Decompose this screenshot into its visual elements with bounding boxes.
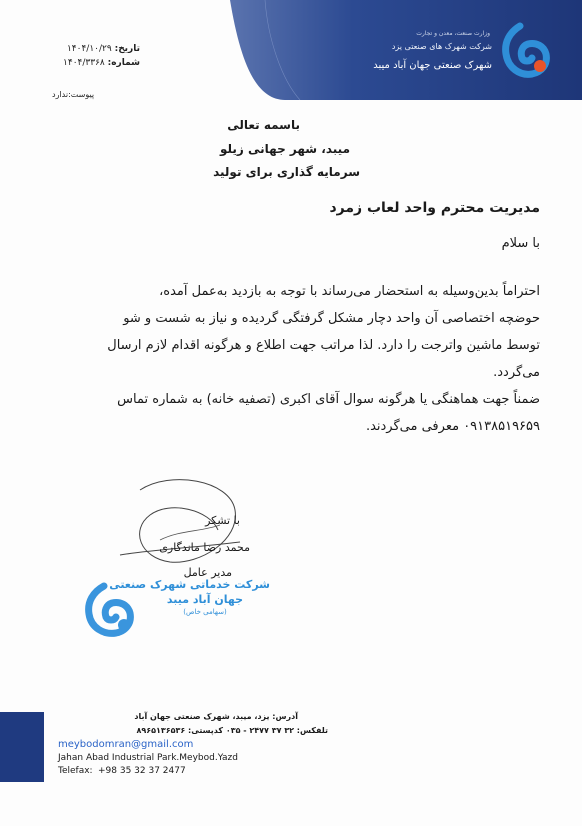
stamp-line3: (سهامی خاص) <box>183 608 227 616</box>
company-name-line2: شهرک صنعتی جهان آباد میبد <box>373 60 492 71</box>
salutation-line1: باسمه تعالی <box>227 118 300 132</box>
salutation-line3: سرمایه گذاری برای تولید <box>213 165 360 179</box>
signature-thanks: با تشکر <box>205 514 240 527</box>
number-row: شماره: ۱۴۰۴/۳۳۶۸ <box>63 58 140 68</box>
enclosure-label: پیوست:ندارد <box>52 90 95 99</box>
letter-body <box>70 278 540 440</box>
letter-meta <box>30 42 140 99</box>
recipient: مدیریت محترم واحد لعاب زمرد <box>329 200 540 216</box>
body-line: حوضچه اختصاصی آن واحد دچار مشکل گرفتگی گردیده و نیاز به شست و شو <box>123 311 540 326</box>
company-name-line1: شرکت شهرک های صنعتی یزد <box>391 42 492 51</box>
body-line: احتراماً بدین‌وسیله به استحضار می‌رساند با توجه به بازدید به‌عمل آمده، <box>159 284 540 299</box>
telefax-value: +98 35 32 37 2477 <box>98 766 186 776</box>
telefax-label: Telefax: <box>58 766 93 776</box>
body-line: توسط ماشین واترجت را دارد. لذا مراتب جهت اطلاع و هرگونه اقدام لازم ارسال <box>107 338 540 353</box>
body-line: می‌گردد. <box>493 365 540 380</box>
date-row: تاریخ: ۱۴۰۴/۱۰/۲۹ <box>66 44 140 54</box>
signature-title: مدیر عامل <box>183 566 232 579</box>
body-line: ۰۹۱۳۸۵۱۹۶۵۹ معرفی می‌گردند. <box>365 419 540 434</box>
stamp-line1: شرکت خدماتی شهرک صنعتی <box>109 578 270 591</box>
body-line: ضمناً جهت هماهنگی یا هرگونه سوال آقای اکبری (تصفیه خانه) به شماره تماس <box>117 392 540 407</box>
greeting: با سلام <box>501 236 540 251</box>
footer-address-fa: آدرس: یزد، میبد، شهرک صنعتی جهان آباد <box>134 712 298 721</box>
signature-name: محمد رضا ماندگاری <box>159 541 250 554</box>
footer-telefax <box>58 766 186 776</box>
footer-phones-fa: تلفکس: ۳۲ ۳۷ ۲۴۷۷ - ۰۳۵ کدپستی: ۸۹۶۵۱۳۶۵۳۶ <box>136 726 328 735</box>
salutation-line2: میبد، شهر جهانی زیلو <box>220 142 350 156</box>
footer-brand-block <box>0 712 44 782</box>
letter-footer <box>0 712 582 782</box>
company-stamp <box>109 578 270 620</box>
company-logo-icon <box>500 22 552 80</box>
footer-email-link[interactable]: meybodomran@gmail.com <box>58 739 194 750</box>
footer-address-en: Jahan Abad Industrial Park.Meybod.Yazd <box>58 753 238 763</box>
stamp-line2: جهان آباد میبد <box>166 593 244 606</box>
ministry-text: وزارت صنعت، معدن و تجارت <box>416 30 490 37</box>
